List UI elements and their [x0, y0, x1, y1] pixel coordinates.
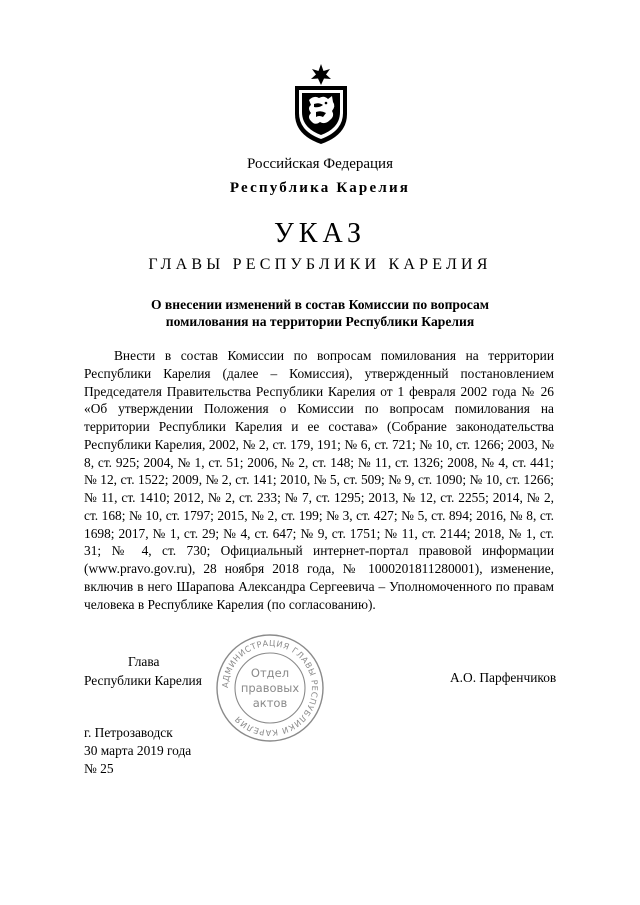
place-date-number	[84, 724, 191, 778]
subject-line-2: помилования на территории Республики Карелия	[165, 314, 475, 329]
subject-line-1: О внесении изменений в состав Комиссии по вопросам	[150, 297, 490, 312]
position-line-1: Глава	[128, 654, 160, 669]
signatory-position	[84, 652, 202, 690]
stamp-ring-text: АДМИНИСТРАЦИЯ ГЛАВЫ РЕСПУБЛИКИ КАРЕЛИЯ	[219, 637, 321, 739]
issuing-authority: ГЛАВЫ РЕСПУБЛИКИ КАРЕЛИЯ	[148, 256, 492, 273]
country-title: Российская Федерация	[247, 156, 393, 172]
document-type: УКАЗ	[273, 218, 367, 249]
stamp-line-2: правовых	[240, 681, 300, 695]
official-stamp	[214, 632, 326, 744]
decree-body: Внести в состав Комиссии по вопросам помилования на территории Республики Карелия (далее – Комиссия), утвержденный постановлением Председателя Правительства Республики Карелия от 1 февраля 2002 года № 26 «Об утверждении Положения о Комиссии по вопросам помилования на территории Республики Карелия и ее состава» (Собрание законодательства Республики Карелия, 2002, № 2, ст. 179, 191; № 6, ст. 721; № 10, ст. 1266; 2003, № 8, ст. 925; 2004, № 1, ст. 51; 2006, № 2, ст. 148; № 11, ст. 1326; 2008, № 4, ст. 441; № 12, ст. 1522; 2009, № 2, ст. 141; 2010, № 5, ст. 509; № 9, ст. 1090; № 10, ст. 1266; № 11, ст. 1410; 2012, № 2, ст. 233; № 7, ст. 1295; 2013, № 12, ст. 2255; 2014, № 2, ст. 168; № 10, ст. 1797; 2015, № 2, ст. 199; № 3, ст. 427; № 5, ст. 894; 2016, № 8, ст. 1698; 2017, № 1, ст. 29; № 4, ст. 647; № 9, ст. 1751; № 11, ст. 2144; 2018, № 1, ст. 31; № 4, ст. 730; Официальный интернет-портал правовой информации (www.pravo.gov.ru), 28 ноября 2018 года, № 1000201811280001), изменение, включив в него Шарапова Александра Сергеевича – Уполномоченного по правам человека в Республике Карелия (по согласованию).	[84, 348, 554, 612]
signatory-name: А.О. Парфенчиков	[450, 670, 557, 685]
position-line-2: Республики Карелия	[84, 673, 202, 688]
decree-date: 30 марта 2019 года	[84, 743, 192, 758]
decree-subject	[120, 296, 520, 330]
republic-title: Республика Карелия	[229, 180, 411, 196]
stamp-line-3: актов	[252, 696, 288, 710]
decree-number: № 25	[84, 761, 114, 776]
karelia-coat-of-arms-icon	[292, 62, 350, 146]
stamp-line-1: Отдел	[250, 666, 290, 680]
city: г. Петрозаводск	[84, 725, 173, 740]
